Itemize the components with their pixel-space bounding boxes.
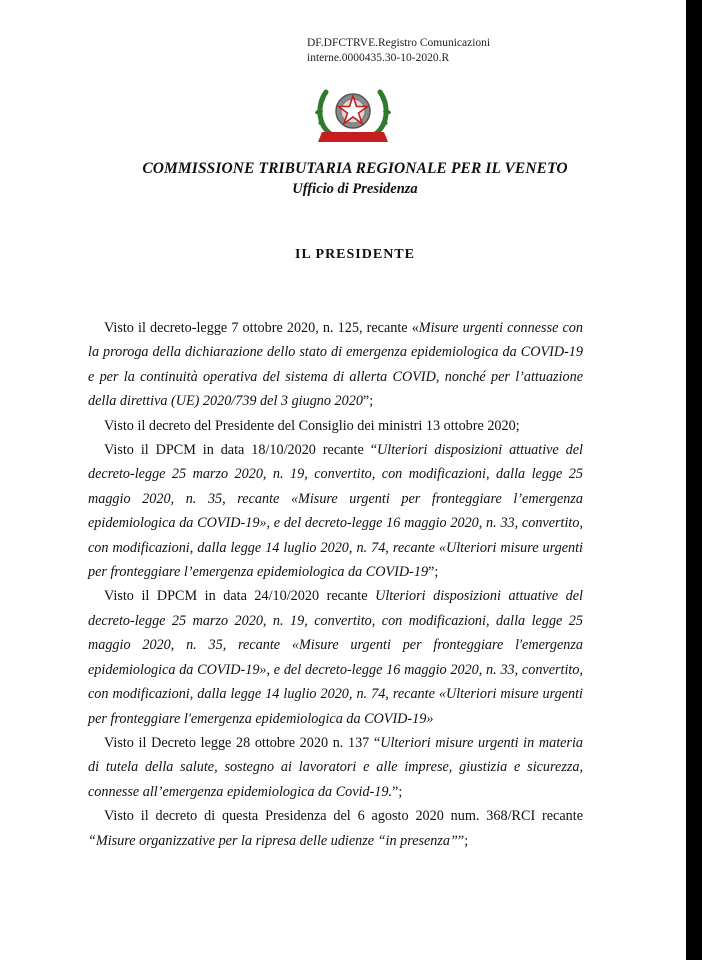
- paragraph-italic-segment: Ulteriori misure urgenti in materia di tutela della salute, sostegno ai lavoratori e alle imprese, giustizia e sicurezza, connesse all’emergenza epidemiologica da Covid-19.: [88, 734, 583, 800]
- paragraph-segment: Visto il decreto del Presidente del Consiglio dei ministri 13 ottobre 2020;: [104, 417, 520, 434]
- document-body: [88, 316, 583, 853]
- paragraph: [88, 804, 583, 853]
- paragraph: [88, 584, 583, 730]
- paragraph-italic-segment: “Misure organizzative per la ripresa delle udienze “in presenza”: [88, 832, 458, 849]
- paragraph-italic-segment: Ulteriori disposizioni attuative del decreto-legge 25 marzo 2020, n. 19, convertito, con modificazioni, dalla legge 25 maggio 2020, n. 35, recante «Misure urgenti per fronteggiare l'emergenza epidemiologica da COVID-19», e del decreto-legge 16 maggio 2020, n. 33, convertito, con modificazioni, dalla legge 14 luglio 2020, n. 74, recante «Ulteriori misure urgenti per fronteggiare l'emergenza epidemiologica da COVID-19»: [88, 588, 583, 727]
- protocol-line-1: DF.DFCTRVE.Registro Comunicazioni: [307, 37, 491, 49]
- protocol-stamp: [307, 36, 490, 66]
- paragraph-segment: ”;: [457, 832, 469, 849]
- paragraph-segment: Visto il Decreto legge 28 ottobre 2020 n. 137 “: [104, 734, 381, 751]
- paragraph-italic-segment: Misure urgenti connesse con la proroga della dichiarazione dello stato di emergenza epidemiologica da COVID-19 e per la continuità operativa del sistema di allerta COVID, nonché per l’attuazione della direttiva (UE) 2020/739 del 3 giugno 2020: [88, 320, 583, 410]
- paragraph-segment: Visto il DPCM in data 18/10/2020 recante “: [104, 442, 377, 459]
- president-heading: IL PRESIDENTE: [295, 247, 415, 262]
- paragraph: [88, 438, 583, 584]
- paragraph-segment: ”;: [362, 393, 374, 410]
- paragraph-segment: Visto il decreto di questa Presidenza del 6 agosto 2020 num. 368/RCI recante: [104, 808, 583, 825]
- protocol-line-2: interne.0000435.30-10-2020.R: [307, 52, 450, 64]
- paragraph: [88, 414, 583, 438]
- paragraph: [88, 731, 583, 804]
- italian-republic-emblem-icon: [312, 84, 394, 146]
- paragraph-segment: Visto il decreto-legge 7 ottobre 2020, n. 125, recante «: [104, 320, 419, 336]
- paragraph-segment: Visto il DPCM in data 24/10/2020 recante: [104, 588, 376, 605]
- paragraph-italic-segment: Ulteriori disposizioni attuative del decreto-legge 25 marzo 2020, n. 19, convertito, con modificazioni, dalla legge 25 maggio 2020, n. 35, recante «Misure urgenti per fronteggiare l’emergenza epidemiologica da COVID-19», e del decreto-legge 16 maggio 2020, n. 33, convertito, con modificazioni, dalla legge 14 luglio 2020, n. 74, recante «Ulteriori misure urgenti per fronteggiare l’emergenza epidemiologica da COVID-19: [88, 442, 583, 581]
- paragraph-segment: ”;: [428, 564, 439, 581]
- paragraph: [88, 316, 583, 414]
- office-subtitle: Ufficio di Presidenza: [292, 181, 418, 197]
- paragraph-segment: ”;: [392, 783, 403, 800]
- commission-title: COMMISSIONE TRIBUTARIA REGIONALE PER IL VENETO: [142, 160, 568, 177]
